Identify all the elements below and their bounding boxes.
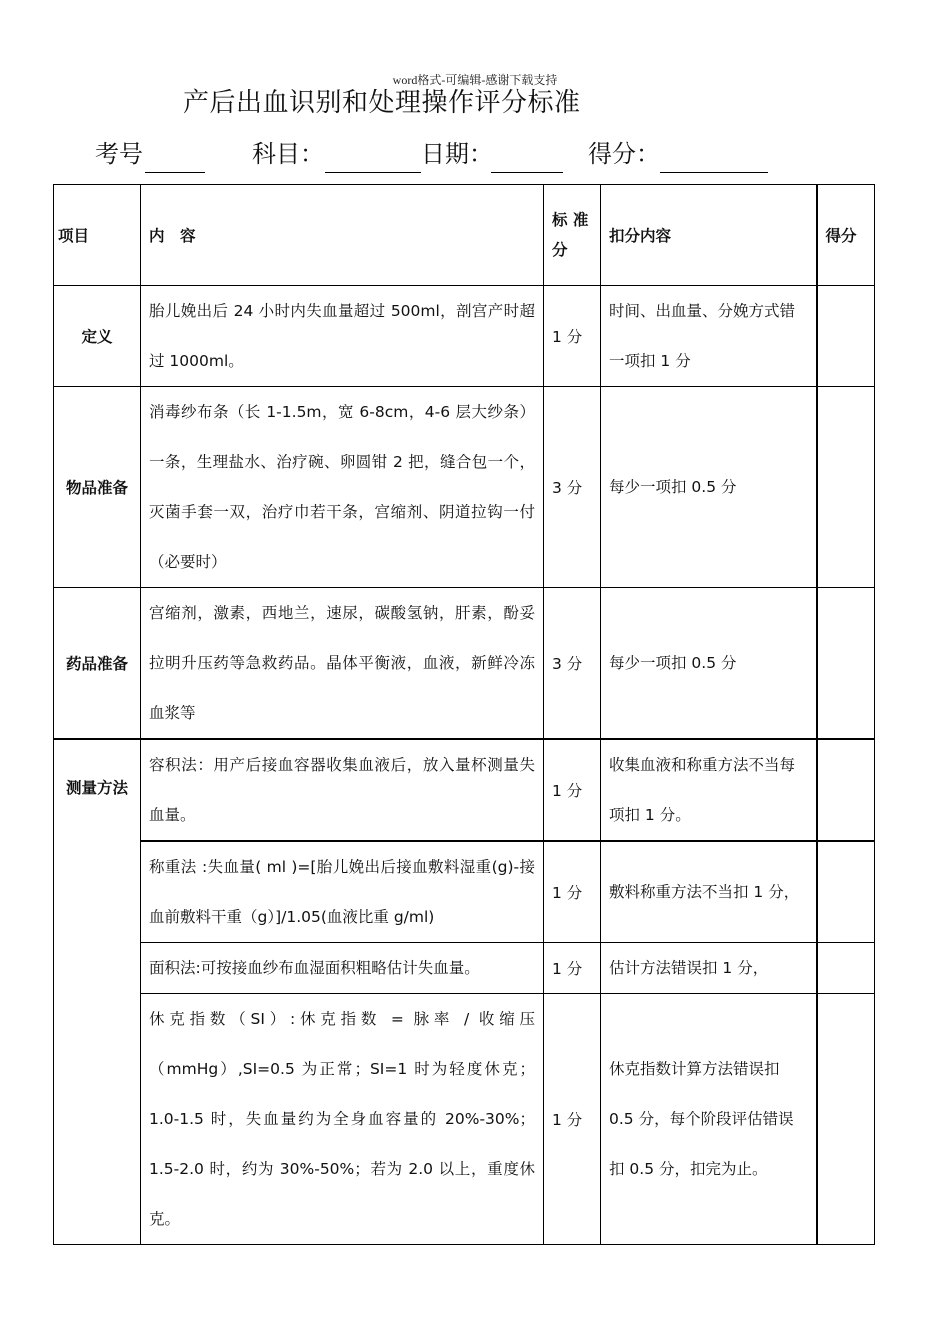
row-deduction-text: 收集血液和称重方法不当每项扣 1 分。 xyxy=(609,756,796,824)
date-field[interactable] xyxy=(491,172,563,173)
row-content-text: 休克指数（SI）:休克指数 = 脉率 / 收缩压（mmHg）,SI=0.5 为正常；SI=1 时为轻度休克；1.0-1.5 时，失血量约为全身血容量的 20%-30%；1.5-2.0 时，约为 30%-50%；若为 2.0 以上，重度休克。 xyxy=(149,1010,535,1228)
header-std-line1: 标 准 xyxy=(552,211,589,229)
page-title: 产后出血识别和处理操作评分标准 xyxy=(183,88,581,118)
exam-info-row xyxy=(0,134,950,178)
table-row xyxy=(54,588,875,740)
row-standard-score: 1 分 xyxy=(544,739,601,841)
row-content xyxy=(141,994,544,1245)
row-content-text: 称重法 :失血量( ml )=[胎儿娩出后接血敷料湿重(g)-接血前敷料干重（g）]/1.05(血液比重 g/ml) xyxy=(149,858,535,926)
exam-no-label: 考号 xyxy=(95,140,143,168)
subject-field[interactable] xyxy=(325,172,421,173)
header-standard-score xyxy=(544,185,601,286)
row-content xyxy=(141,286,544,387)
row-deduction-text: 时间、出血量、分娩方式错一项扣 1 分 xyxy=(609,302,796,370)
row-item: 药品准备 xyxy=(54,588,141,740)
row-deduction xyxy=(601,994,817,1245)
row-deduction-text: 每少一项扣 0.5 分 xyxy=(609,654,737,672)
table-row xyxy=(54,841,875,943)
row-deduction xyxy=(601,387,817,588)
scoring-table xyxy=(53,184,875,1245)
row-score-cell[interactable] xyxy=(817,943,875,994)
row-item: 物品准备 xyxy=(54,387,141,588)
row-score-cell[interactable] xyxy=(817,841,875,943)
row-deduction-text: 休克指数计算方法错误扣 0.5 分，每个阶段评估错误扣 0.5 分，扣完为止。 xyxy=(609,1060,794,1178)
row-deduction xyxy=(601,841,817,943)
row-standard-score: 1 分 xyxy=(544,841,601,943)
row-content-text: 容积法：用产后接血容器收集血液后，放入量杯测量失血量。 xyxy=(149,756,535,824)
row-content-text: 面积法:可按接血纱布血湿面积粗略估计失血量。 xyxy=(149,959,480,977)
row-standard-score: 3 分 xyxy=(544,387,601,588)
row-content-text: 胎儿娩出后 24 小时内失血量超过 500ml，剖宫产时超过 1000ml。 xyxy=(149,302,535,370)
row-deduction xyxy=(601,943,817,994)
subject-label: 科目： xyxy=(252,140,324,168)
row-content xyxy=(141,739,544,841)
row-content xyxy=(141,943,544,994)
table-row xyxy=(54,943,875,994)
header-deduction: 扣分内容 xyxy=(601,185,817,286)
row-score-cell[interactable] xyxy=(817,588,875,740)
row-score-cell[interactable] xyxy=(817,387,875,588)
table-row xyxy=(54,286,875,387)
score-label: 得分： xyxy=(588,140,660,168)
row-standard-score: 1 分 xyxy=(544,943,601,994)
date-label: 日期： xyxy=(421,140,493,168)
row-score-cell[interactable] xyxy=(817,994,875,1245)
row-standard-score: 1 分 xyxy=(544,994,601,1245)
score-field[interactable] xyxy=(660,172,768,173)
row-content xyxy=(141,588,544,740)
table-row xyxy=(54,739,875,841)
watermark-text: word格式-可编辑-感谢下载支持 xyxy=(392,73,558,87)
row-score-cell[interactable] xyxy=(817,739,875,841)
header-std-line2: 分 xyxy=(552,241,568,259)
row-deduction-text: 估计方法错误扣 1 分， xyxy=(609,959,769,977)
row-item: 定义 xyxy=(54,286,141,387)
row-content-text: 消毒纱布条（长 1-1.5m，宽 6-8cm，4-6 层大纱条）一条，生理盐水、治疗碗、卵圆钳 2 把，缝合包一个，灭菌手套一双，治疗巾若干条，宫缩剂、阴道拉钩一付（必要时） xyxy=(149,403,535,571)
row-standard-score: 3 分 xyxy=(544,588,601,740)
row-deduction xyxy=(601,739,817,841)
row-content xyxy=(141,841,544,943)
header-content: 内 容 xyxy=(141,185,544,286)
row-item: 测量方法 xyxy=(54,739,141,1245)
table-row xyxy=(54,994,875,1245)
row-deduction xyxy=(601,286,817,387)
row-deduction xyxy=(601,588,817,740)
table-header-row xyxy=(54,185,875,286)
row-content-text: 宫缩剂，激素，西地兰，速尿，碳酸氢钠，肝素，酚妥拉明升压药等急救药品。晶体平衡液，血液，新鲜冷冻血浆等 xyxy=(149,604,535,722)
row-content xyxy=(141,387,544,588)
header-item: 项目 xyxy=(54,185,141,286)
header-score: 得分 xyxy=(817,185,875,286)
exam-no-field[interactable] xyxy=(145,172,205,173)
row-deduction-text: 每少一项扣 0.5 分 xyxy=(609,478,737,496)
table-row xyxy=(54,387,875,588)
row-score-cell[interactable] xyxy=(817,286,875,387)
row-standard-score: 1 分 xyxy=(544,286,601,387)
row-deduction-text: 敷料称重方法不当扣 1 分， xyxy=(609,883,800,901)
